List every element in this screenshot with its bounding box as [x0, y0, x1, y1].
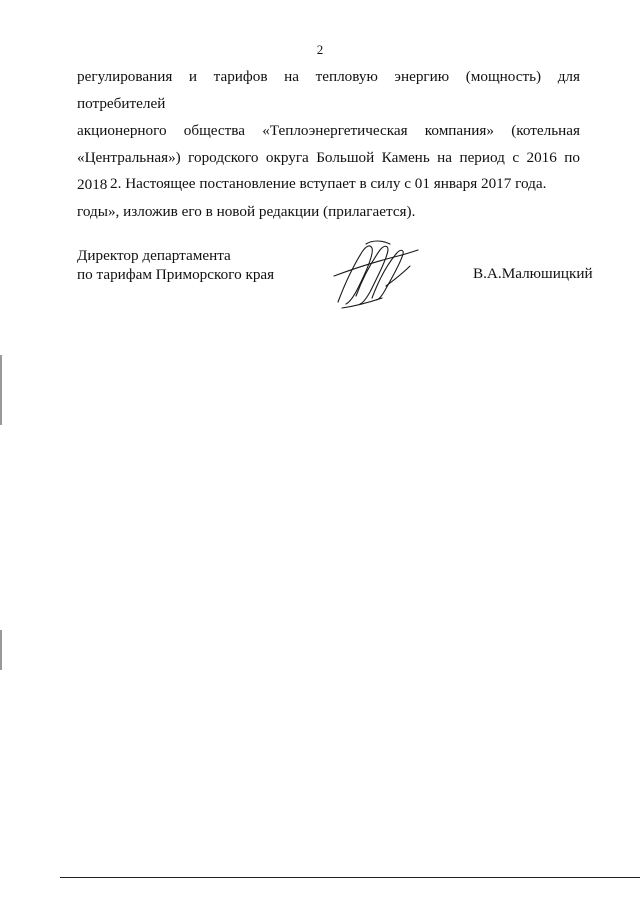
signatory-position-line: Директор департамента: [77, 247, 231, 264]
page-number: 2: [316, 42, 324, 57]
handwritten-signature: [326, 236, 426, 314]
paragraph-line: годы», изложив его в новой редакции (прилагается).: [77, 203, 416, 220]
paragraph-line: 2. Настоящее постановление вступает в силу с 01 января 2017 года.: [110, 175, 547, 192]
paragraph-line: регулирования и тарифов на тепловую энергию (мощность) для потребителей: [77, 68, 580, 112]
footer-rule: [60, 877, 640, 878]
paragraph-effective-date: [110, 170, 580, 197]
paragraph-line: «Центральная») городского округа Большой Камень на период с 2016 по 2018: [77, 149, 580, 193]
paragraph-line: акционерного общества «Теплоэнергетическая компания» (котельная: [77, 122, 580, 139]
signatory-position-line: по тарифам Приморского края: [77, 266, 275, 283]
signatory-name: В.А.Малюшицкий: [473, 265, 593, 282]
scan-margin-mark: [0, 630, 2, 670]
signatory-position: [77, 246, 274, 284]
paragraph-continuation: [77, 63, 580, 225]
scan-margin-mark: [0, 355, 2, 425]
